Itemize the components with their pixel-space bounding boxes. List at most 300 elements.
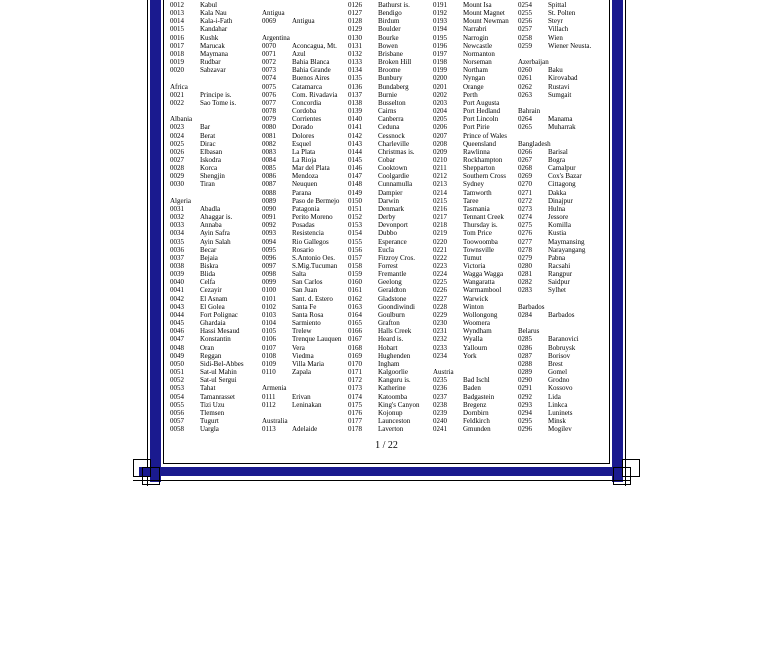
station-code: 0206 xyxy=(433,123,447,132)
station-code: 0034 xyxy=(170,229,184,238)
station-name: Bahia Blanca xyxy=(292,58,330,67)
station-name: Sant. d. Estero xyxy=(292,294,333,303)
station-name: Celfa xyxy=(200,278,216,287)
station-code: 0101 xyxy=(262,294,276,303)
station-code: 0254 xyxy=(518,1,532,9)
frame-bottom-inner-line xyxy=(163,463,610,464)
station-row xyxy=(170,205,244,213)
station-row xyxy=(170,335,244,343)
station-code: 0014 xyxy=(170,17,184,26)
station-name: Shengjin xyxy=(200,172,225,181)
station-row xyxy=(262,335,341,343)
station-name: Reggan xyxy=(200,351,222,360)
station-code: 0036 xyxy=(170,245,184,254)
station-row xyxy=(170,327,244,335)
station-name: Maymana xyxy=(200,49,228,58)
station-code: 0069 xyxy=(262,17,276,26)
station-code: 0283 xyxy=(518,286,532,295)
station-name: Rockhampton xyxy=(463,155,503,164)
station-name: Biskra xyxy=(200,262,219,270)
station-name: Wangaratta xyxy=(463,278,495,287)
station-code: 0167 xyxy=(348,335,362,344)
station-code: 0157 xyxy=(348,253,362,262)
station-row xyxy=(518,42,591,50)
station-row xyxy=(170,140,244,148)
station-name: Newcastle xyxy=(463,41,493,50)
station-code: 0292 xyxy=(518,392,532,401)
station-name: S.Antonio Oes. xyxy=(292,253,335,262)
station-row xyxy=(433,295,509,303)
station-name: Elbasan xyxy=(200,147,223,156)
station-code: 0073 xyxy=(262,66,276,75)
station-name: Esperance xyxy=(378,237,407,246)
station-code: 0087 xyxy=(262,180,276,189)
list-column-5 xyxy=(518,1,591,433)
station-row xyxy=(348,425,420,433)
station-name: La Plata xyxy=(292,147,316,156)
station-name: Bowen xyxy=(378,41,398,50)
station-name: Sabzavar xyxy=(200,66,226,75)
blank-row xyxy=(262,25,341,33)
station-name: Wyndham xyxy=(463,327,492,336)
station-name: Darwin xyxy=(378,196,399,205)
station-code: 0109 xyxy=(262,359,276,368)
station-code: 0265 xyxy=(518,123,532,132)
station-code: 0097 xyxy=(262,262,276,270)
blank-row xyxy=(518,295,591,303)
station-code: 0031 xyxy=(170,204,184,213)
station-code: 0257 xyxy=(518,25,532,34)
country-header: Africa xyxy=(170,82,188,91)
station-row xyxy=(348,34,420,42)
station-name: Sylhet xyxy=(548,286,566,295)
station-code: 0107 xyxy=(262,343,276,352)
station-row xyxy=(518,425,591,433)
station-row xyxy=(170,417,244,425)
station-row xyxy=(262,278,341,286)
station-row xyxy=(170,409,244,417)
station-code: 0281 xyxy=(518,270,532,279)
station-name: Luninets xyxy=(548,408,573,417)
station-code: 0013 xyxy=(170,9,184,18)
station-row xyxy=(348,319,420,327)
station-row xyxy=(170,50,244,58)
station-code: 0081 xyxy=(262,131,276,140)
station-row xyxy=(348,99,420,107)
station-name: Badgastein xyxy=(463,392,495,401)
station-code: 0227 xyxy=(433,294,447,303)
station-row xyxy=(262,319,341,327)
station-code: 0194 xyxy=(433,25,447,34)
station-name: Pabna xyxy=(548,253,566,262)
station-row xyxy=(170,393,244,401)
station-name: Dinajpur xyxy=(548,196,573,205)
station-name: Perito Moreno xyxy=(292,213,333,222)
station-row xyxy=(433,286,509,294)
station-row xyxy=(262,189,341,197)
station-code: 0192 xyxy=(433,9,447,18)
station-code: 0204 xyxy=(433,107,447,116)
station-code: 0284 xyxy=(518,310,532,319)
station-row xyxy=(262,148,341,156)
station-name: Northam xyxy=(463,66,488,75)
station-code: 0177 xyxy=(348,416,362,425)
station-name: Charleville xyxy=(378,139,410,148)
station-row xyxy=(262,172,341,180)
station-code: 0277 xyxy=(518,237,532,246)
station-code: 0233 xyxy=(433,343,447,352)
station-row xyxy=(262,99,341,107)
station-code: 0058 xyxy=(170,425,184,434)
station-name: Grodno xyxy=(548,376,570,385)
station-code: 0088 xyxy=(262,188,276,197)
station-row xyxy=(518,238,591,246)
station-code: 0072 xyxy=(262,58,276,67)
station-row xyxy=(433,376,509,384)
station-name: Sumgait xyxy=(548,90,572,99)
station-name: Bunbury xyxy=(378,74,403,83)
station-row xyxy=(262,132,341,140)
station-row xyxy=(348,9,420,17)
station-code: 0082 xyxy=(262,139,276,148)
station-row xyxy=(170,91,244,99)
station-name: Borisov xyxy=(548,351,571,360)
station-name: Devonport xyxy=(378,221,408,230)
station-code: 0056 xyxy=(170,408,184,417)
station-name: Racsahi xyxy=(548,262,571,270)
station-code: 0279 xyxy=(518,253,532,262)
station-code: 0128 xyxy=(348,17,362,26)
station-code: 0012 xyxy=(170,1,184,9)
station-code: 0132 xyxy=(348,49,362,58)
station-name: La Rioja xyxy=(292,155,317,164)
station-row xyxy=(433,66,509,74)
station-row xyxy=(170,262,244,270)
station-name: Taree xyxy=(463,196,479,205)
station-code: 0015 xyxy=(170,25,184,34)
blank-row xyxy=(262,409,341,417)
station-name: Saidpur xyxy=(548,278,570,287)
station-code: 0172 xyxy=(348,376,362,385)
station-code: 0027 xyxy=(170,155,184,164)
station-name: Halls Creek xyxy=(378,327,412,336)
country-header: Armenia xyxy=(262,384,287,393)
station-code: 0290 xyxy=(518,376,532,385)
station-name: Nyngan xyxy=(463,74,486,83)
station-name: Christmas is. xyxy=(378,147,415,156)
station-name: Barisal xyxy=(548,147,568,156)
station-row xyxy=(518,221,591,229)
station-name: Maymansing xyxy=(548,237,585,246)
station-name: Wyalla xyxy=(463,335,483,344)
station-code: 0140 xyxy=(348,115,362,124)
station-code: 0086 xyxy=(262,172,276,181)
station-code: 0106 xyxy=(262,335,276,344)
station-name: Warrnambool xyxy=(463,286,502,295)
station-code: 0212 xyxy=(433,172,447,181)
station-row xyxy=(262,327,341,335)
station-code: 0091 xyxy=(262,213,276,222)
station-row xyxy=(518,393,591,401)
station-name: Bregenz xyxy=(463,400,487,409)
station-name: Ayin Safra xyxy=(200,229,230,238)
station-row xyxy=(518,115,591,123)
station-row xyxy=(518,278,591,286)
station-code: 0158 xyxy=(348,262,362,270)
frame-corner-left-square-2 xyxy=(142,467,160,485)
station-name: Aconcagua, Mt. xyxy=(292,41,337,50)
station-row xyxy=(348,221,420,229)
station-row xyxy=(433,246,509,254)
station-name: Becar xyxy=(200,245,217,254)
station-code: 0151 xyxy=(348,204,362,213)
station-code: 0262 xyxy=(518,82,532,91)
station-name: San Carlos xyxy=(292,278,323,287)
page-number: 1 / 22 xyxy=(375,440,398,451)
station-row xyxy=(518,123,591,131)
station-name: Geraldton xyxy=(378,286,406,295)
station-code: 0028 xyxy=(170,164,184,173)
station-row xyxy=(433,42,509,50)
station-row xyxy=(518,360,591,368)
station-row xyxy=(518,335,591,343)
station-code: 0041 xyxy=(170,286,184,295)
station-row xyxy=(170,246,244,254)
station-name: Feldkirch xyxy=(463,416,490,425)
station-code: 0166 xyxy=(348,327,362,336)
station-row xyxy=(262,213,341,221)
station-code: 0152 xyxy=(348,213,362,222)
station-name: Komilla xyxy=(548,221,571,230)
station-name: Trelew xyxy=(292,327,312,336)
station-name: Minsk xyxy=(548,416,566,425)
station-code: 0100 xyxy=(262,286,276,295)
station-code: 0168 xyxy=(348,343,362,352)
station-name: Kanguru is. xyxy=(378,376,411,385)
station-row xyxy=(170,278,244,286)
station-name: Buenos Aires xyxy=(292,74,330,83)
station-code: 0209 xyxy=(433,147,447,156)
station-row xyxy=(170,148,244,156)
station-row xyxy=(433,180,509,188)
station-row xyxy=(170,1,244,9)
station-name: Sat-ul Sergui xyxy=(200,376,237,385)
station-code: 0161 xyxy=(348,286,362,295)
station-row xyxy=(262,295,341,303)
station-name: Coolgardie xyxy=(378,172,410,181)
station-name: Steyr xyxy=(548,17,563,26)
station-row xyxy=(262,303,341,311)
station-name: Mendoza xyxy=(292,172,319,181)
station-row xyxy=(170,156,244,164)
station-row xyxy=(518,25,591,33)
station-code: 0054 xyxy=(170,392,184,401)
station-code: 0045 xyxy=(170,319,184,328)
station-row xyxy=(170,425,244,433)
station-code: 0205 xyxy=(433,115,447,124)
station-name: Katoomba xyxy=(378,392,408,401)
station-name: Santa Rosa xyxy=(292,310,324,319)
station-name: Esquel xyxy=(292,139,312,148)
station-name: Victoria xyxy=(463,262,486,270)
station-name: Sidi-Bel-Abbes xyxy=(200,359,244,368)
station-code: 0223 xyxy=(433,262,447,270)
station-name: Dolores xyxy=(292,131,315,140)
station-code: 0287 xyxy=(518,351,532,360)
station-name: Narrabri xyxy=(463,25,487,34)
station-code: 0256 xyxy=(518,17,532,26)
station-name: Kalgoorlie xyxy=(378,368,408,377)
station-code: 0139 xyxy=(348,107,362,116)
station-row xyxy=(518,156,591,164)
station-name: Wiener Neusta. xyxy=(548,41,592,50)
station-row xyxy=(348,83,420,91)
station-code: 0135 xyxy=(348,74,362,83)
station-row xyxy=(518,205,591,213)
station-code: 0224 xyxy=(433,270,447,279)
station-name: Bogra xyxy=(548,155,566,164)
station-name: Cittagong xyxy=(548,180,576,189)
station-row xyxy=(262,58,341,66)
station-name: Wollongong xyxy=(463,310,498,319)
station-code: 0090 xyxy=(262,204,276,213)
station-row xyxy=(518,401,591,409)
station-code: 0169 xyxy=(348,351,362,360)
station-code: 0275 xyxy=(518,221,532,230)
station-name: Tumut xyxy=(463,253,482,262)
station-code: 0105 xyxy=(262,327,276,336)
station-code: 0134 xyxy=(348,66,362,75)
station-name: Catamarca xyxy=(292,82,322,91)
station-row xyxy=(348,368,420,376)
station-code: 0213 xyxy=(433,180,447,189)
station-name: Cunnamulla xyxy=(378,180,413,189)
station-name: Mount Magnet xyxy=(463,9,505,18)
station-row xyxy=(348,115,420,123)
station-name: Cobar xyxy=(378,155,396,164)
blank-row xyxy=(170,107,244,115)
station-name: Hassi Mesaud xyxy=(200,327,240,336)
station-row xyxy=(262,205,341,213)
station-row xyxy=(170,384,244,392)
station-row xyxy=(433,17,509,25)
station-name: Southern Cross xyxy=(463,172,506,181)
blank-row xyxy=(262,1,341,9)
station-code: 0232 xyxy=(433,335,447,344)
station-code: 0020 xyxy=(170,66,184,75)
station-code: 0237 xyxy=(433,392,447,401)
station-name: Winton xyxy=(463,302,484,311)
station-row xyxy=(433,9,509,17)
station-row xyxy=(170,99,244,107)
country-header: Australia xyxy=(262,416,288,425)
station-name: Tahat xyxy=(200,384,216,393)
station-row xyxy=(433,205,509,213)
station-row xyxy=(348,91,420,99)
station-name: Ahaggar is. xyxy=(200,213,233,222)
station-code: 0288 xyxy=(518,359,532,368)
station-name: Zapala xyxy=(292,368,312,377)
station-row xyxy=(348,401,420,409)
station-name: Fremantle xyxy=(378,270,407,279)
station-code: 0208 xyxy=(433,139,447,148)
station-row xyxy=(348,254,420,262)
station-name: Kustia xyxy=(548,229,567,238)
station-name: Derby xyxy=(378,213,396,222)
station-code: 0165 xyxy=(348,319,362,328)
station-name: Com. Rivadavia xyxy=(292,90,338,99)
station-row xyxy=(348,213,420,221)
station-row xyxy=(433,83,509,91)
country-header: Bangladesh xyxy=(518,139,551,148)
station-name: Dubbo xyxy=(378,229,398,238)
station-name: Katherine xyxy=(378,384,406,393)
station-row xyxy=(348,205,420,213)
station-name: Sat-ul Mahin xyxy=(200,368,237,377)
station-code: 0199 xyxy=(433,66,447,75)
station-row xyxy=(348,262,420,270)
station-row xyxy=(433,1,509,9)
station-row xyxy=(518,197,591,205)
station-name: Forrest xyxy=(378,262,398,270)
station-row xyxy=(170,303,244,311)
station-row xyxy=(348,344,420,352)
blank-row xyxy=(518,319,591,327)
station-code: 0030 xyxy=(170,180,184,189)
station-row xyxy=(262,164,341,172)
station-code: 0042 xyxy=(170,294,184,303)
station-row xyxy=(348,74,420,82)
station-row xyxy=(262,401,341,409)
station-name: Queensland xyxy=(463,139,497,148)
station-code: 0038 xyxy=(170,262,184,270)
station-row xyxy=(262,262,341,270)
station-row xyxy=(348,148,420,156)
station-code: 0222 xyxy=(433,253,447,262)
station-row xyxy=(348,352,420,360)
station-row xyxy=(433,303,509,311)
station-code: 0047 xyxy=(170,335,184,344)
station-code: 0080 xyxy=(262,123,276,132)
station-name: Salta xyxy=(292,270,306,279)
station-row xyxy=(433,335,509,343)
station-code: 0057 xyxy=(170,416,184,425)
station-name: Kojonup xyxy=(378,408,403,417)
station-row xyxy=(348,107,420,115)
station-row xyxy=(170,66,244,74)
station-name: Wagga Wagga xyxy=(463,270,504,279)
station-row xyxy=(348,123,420,131)
station-row xyxy=(262,17,341,25)
station-row xyxy=(262,42,341,50)
station-row xyxy=(433,107,509,115)
blank-row xyxy=(170,189,244,197)
station-row xyxy=(518,368,591,376)
station-row xyxy=(262,66,341,74)
station-name: Azul xyxy=(292,49,306,58)
station-row xyxy=(170,172,244,180)
station-row xyxy=(518,229,591,237)
station-code: 0032 xyxy=(170,213,184,222)
station-row xyxy=(170,213,244,221)
station-name: Tlemsen xyxy=(200,408,225,417)
station-name: Cordoba xyxy=(292,107,317,116)
station-row xyxy=(262,393,341,401)
station-name: Cooktown xyxy=(378,164,408,173)
station-row xyxy=(433,393,509,401)
station-row xyxy=(433,164,509,172)
station-row xyxy=(433,327,509,335)
